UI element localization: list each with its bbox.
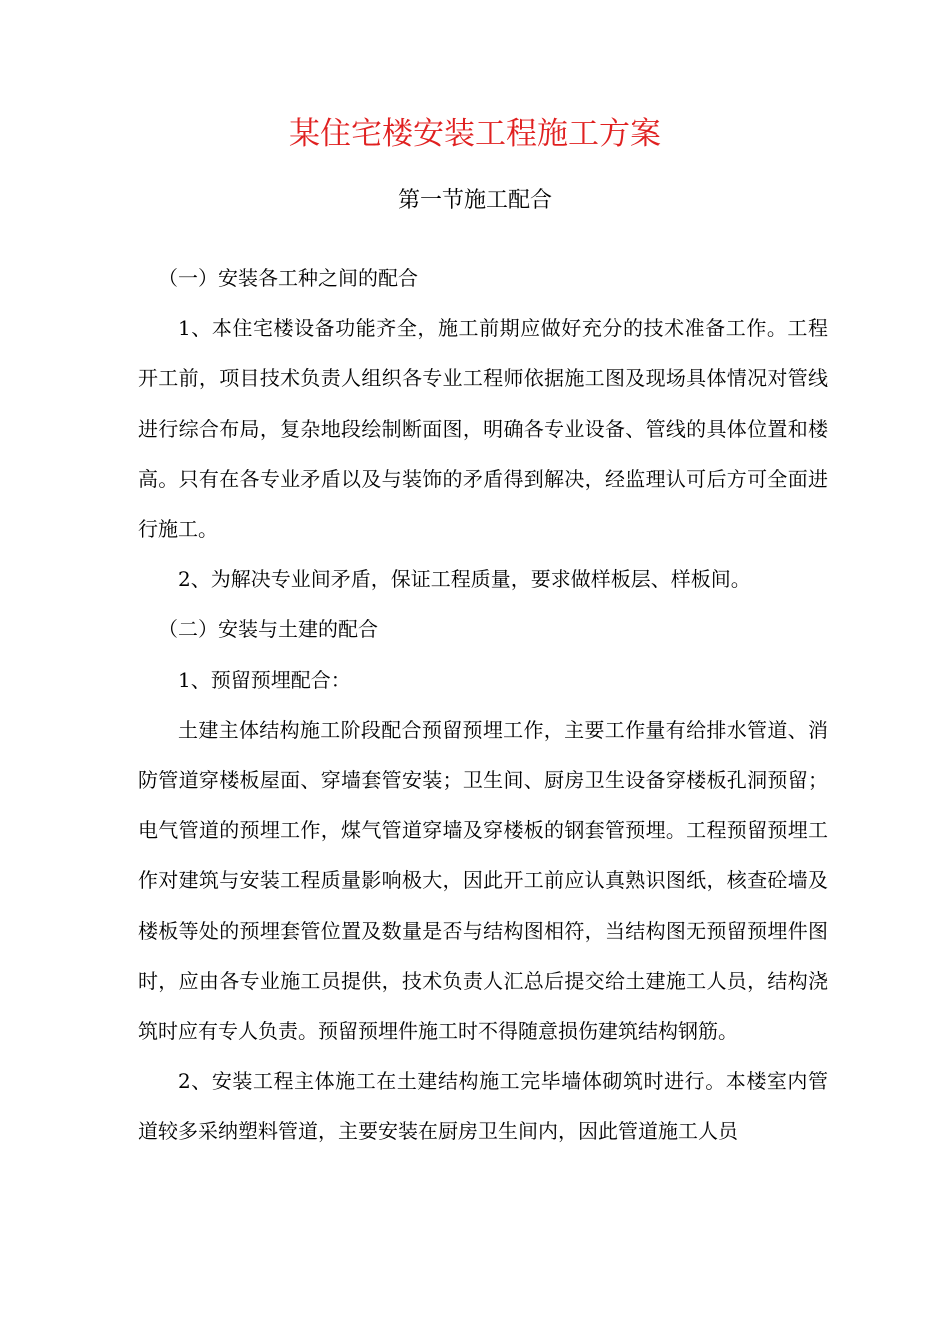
subsection-heading: （二）安装与土建的配合 xyxy=(158,617,378,642)
paragraph: 1、本住宅楼设备功能齐全，施工前期应做好充分的技术准备工作。工程开工前，项目技术负责人组织各专业工程师依据施工图及现场具体情况对管线进行综合布局，复杂地段绘制断面图，明确各专业设备、管线的具体位置和楼高。只有在各专业矛盾以及与装饰的矛盾得到解决，经监理认可后方可全面进行施工。 xyxy=(138,316,828,542)
paragraph: 1、预留预埋配合： xyxy=(178,667,351,692)
document-body xyxy=(138,253,828,1157)
document-title: 某住宅楼安装工程施工方案 xyxy=(289,116,661,152)
section-title: 第一节施工配合 xyxy=(397,188,552,213)
subsection-heading: （一）安装各工种之间的配合 xyxy=(158,266,418,290)
paragraph: 2、安装工程主体施工在土建结构施工完毕墙体砌筑时进行。本楼室内管道较多采纳塑料管道，主要安装在厨房卫生间内，因此管道施工人员 xyxy=(138,1069,828,1144)
paragraph: 土建主体结构施工阶段配合预留预埋工作，主要工作量有给排水管道、消防管道穿楼板屋面、穿墙套管安装；卫生间、厨房卫生设备穿楼板孔洞预留；电气管道的预埋工作，煤气管道穿墙及穿楼板的钢套管预埋。工程预留预埋工作对建筑与安装工程质量影响极大，因此开工前应认真熟识图纸，核查砼墙及楼板等处的预埋套管位置及数量是否与结构图相符，当结构图无预留预埋件图时，应由各专业施工员提供，技术负责人汇总后提交给土建施工人员，结构浇筑时应有专人负责。预留预埋件施工时不得随意损伤建筑结构钢筋。 xyxy=(138,717,828,1044)
paragraph: 2、为解决专业间矛盾，保证工程质量，要求做样板层、样板间。 xyxy=(178,567,751,592)
